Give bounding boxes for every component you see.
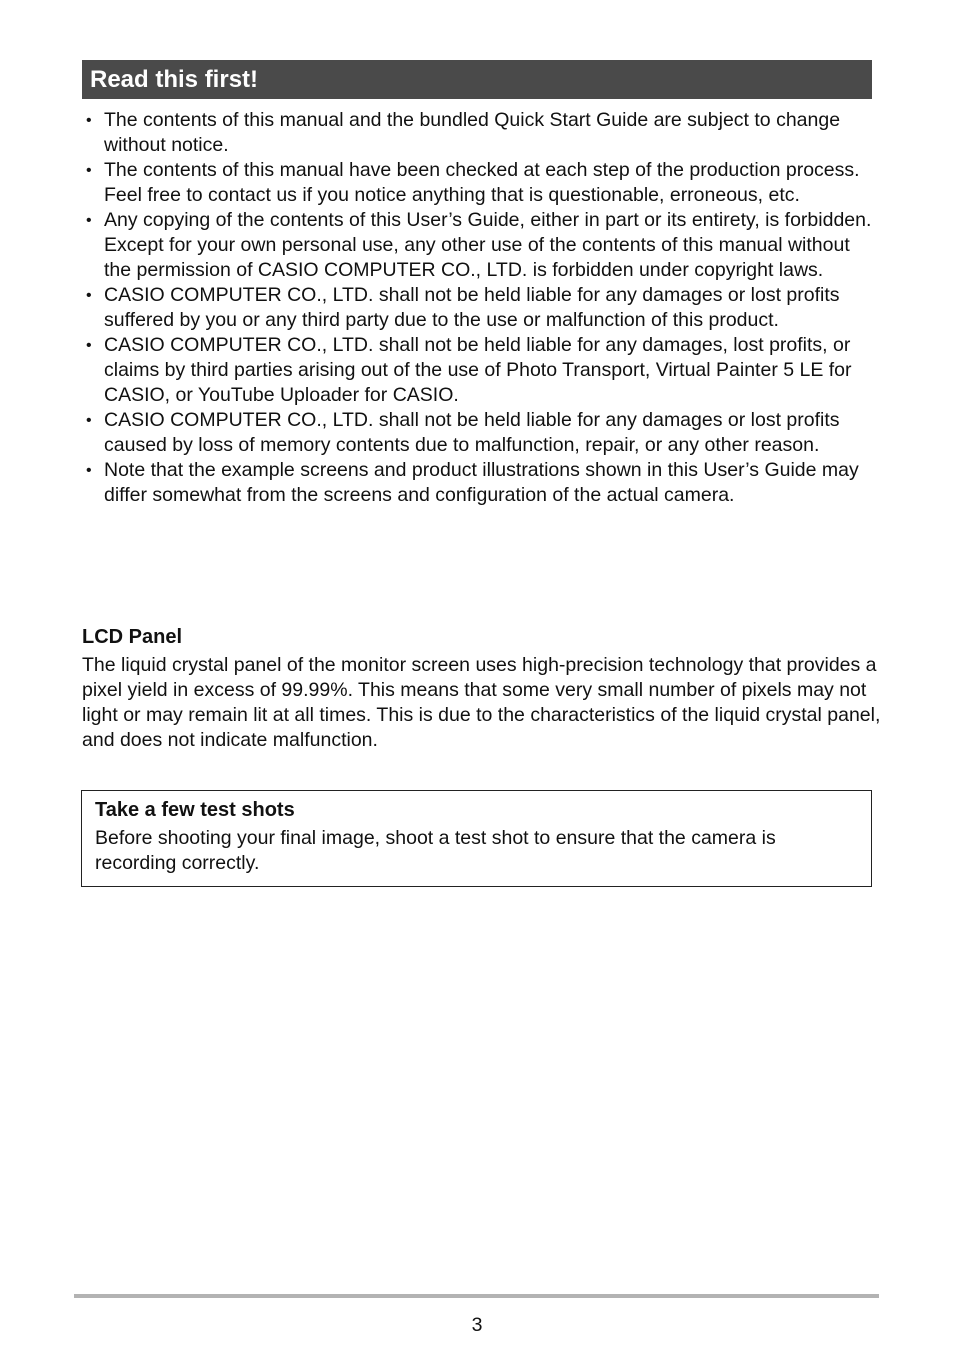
list-item-text: Any copying of the contents of this User’s Guide, either in part or its entirety, is forbidden. Except for your own personal use, any other use of the contents of this manual without the permission of CASIO COMPUTER CO., LTD. is forbidden under copyright laws.	[104, 209, 872, 281]
page-title: Read this first!	[90, 65, 259, 93]
list-item	[82, 283, 882, 333]
list-item	[82, 408, 882, 458]
footer-divider	[74, 1294, 879, 1298]
list-item	[82, 458, 882, 508]
bullet-icon: •	[86, 412, 92, 429]
lcd-panel-paragraph: The liquid crystal panel of the monitor screen uses high-precision technology that provides a pixel yield in excess of 99.99%. This means that some very small number of pixels may not light or may remain lit at all times. This is due to the characteristics of the liquid crystal panel, and does not indicate malfunction.	[82, 654, 881, 751]
notice-list	[82, 108, 882, 508]
bullet-icon: •	[86, 337, 92, 354]
list-item-text: Note that the example screens and product illustrations shown in this User’s Guide may differ somewhat from the screens and configuration of the actual camera.	[104, 459, 859, 506]
lcd-panel-heading: LCD Panel	[82, 626, 183, 648]
list-item	[82, 108, 882, 158]
note-title: Take a few test shots	[95, 799, 295, 821]
bullet-icon: •	[86, 287, 92, 304]
bullet-icon: •	[86, 162, 92, 179]
list-item-text: The contents of this manual and the bundled Quick Start Guide are subject to change without notice.	[104, 109, 841, 156]
list-item	[82, 333, 882, 408]
list-item-text: CASIO COMPUTER CO., LTD. shall not be held liable for any damages, lost profits, or claims by third parties arising out of the use of Photo Transport, Virtual Painter 5 LE for CASIO, or YouTube Uploader for CASIO.	[104, 334, 852, 406]
test-shots-note-box	[81, 790, 872, 887]
bullet-icon: •	[86, 212, 92, 229]
bullet-icon: •	[86, 112, 92, 129]
note-text: Before shooting your final image, shoot a test shot to ensure that the camera is recording correctly.	[95, 827, 776, 874]
list-item	[82, 158, 882, 208]
list-item-text: CASIO COMPUTER CO., LTD. shall not be held liable for any damages or lost profits suffered by you or any third party due to the use or malfunction of this product.	[104, 284, 840, 331]
list-item-text: CASIO COMPUTER CO., LTD. shall not be held liable for any damages or lost profits caused by loss of memory contents due to malfunction, repair, or any other reason.	[104, 409, 840, 456]
list-item	[82, 208, 882, 283]
list-item-text: The contents of this manual have been checked at each step of the production process. Feel free to contact us if you notice anything that is questionable, erroneous, etc.	[104, 159, 860, 206]
page-number: 3	[471, 1314, 483, 1336]
section-title-bar	[82, 60, 872, 99]
bullet-icon: •	[86, 462, 92, 479]
